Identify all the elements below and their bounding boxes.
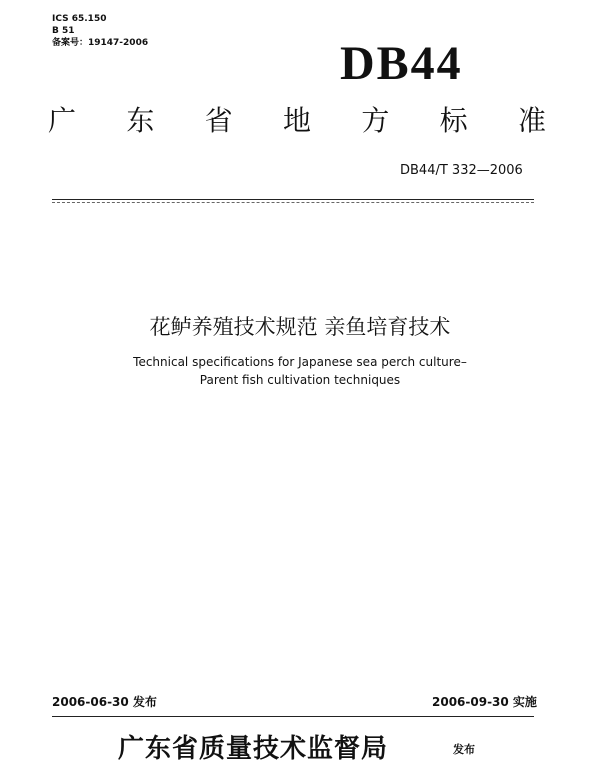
issuing-authority: 广东省质量技术监督局 [118,734,389,764]
provincial-title-char: 准 [517,104,546,137]
issue-label: 发布 [453,743,475,756]
title-english-line2: Parent fish cultivation techniques [199,373,401,387]
provincial-standard-title [48,101,546,141]
header-divider [52,199,534,200]
publish-date: 2006-06-30 发布 [52,695,157,709]
provincial-title-char: 地 [282,104,311,137]
classification-code: B 51 [52,26,75,36]
provincial-title-char: 方 [361,104,390,137]
standard-number: DB44/T 332—2006 [400,163,523,178]
implement-date: 2006-09-30 实施 [432,695,537,709]
db-code-logo: DB44 [340,37,463,90]
ics-code: ICS 65.150 [52,14,107,24]
provincial-title-char: 标 [439,104,468,137]
provincial-title-char: 东 [126,104,155,137]
record-number: 备案号：19147-2006 [52,38,149,48]
header-divider-secondary [52,202,534,203]
footer-divider [52,716,534,717]
provincial-title-char: 广 [48,104,77,137]
provincial-title-char: 省 [204,104,233,137]
title-english-line1: Technical specifications for Japanese sea perch culture– [133,355,467,369]
title-chinese: 花鲈养殖技术规范 亲鱼培育技术 [149,315,451,339]
